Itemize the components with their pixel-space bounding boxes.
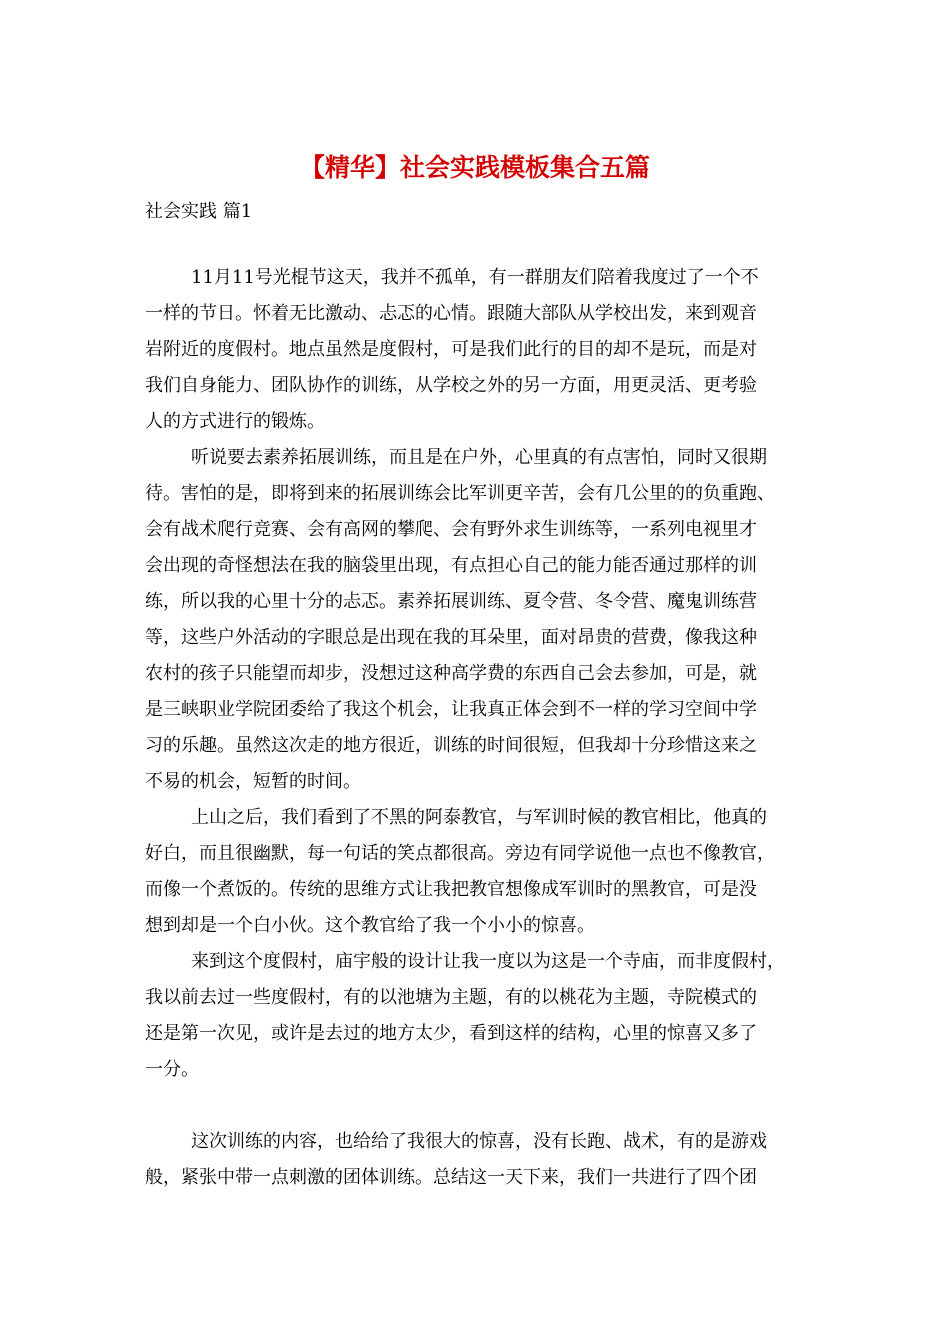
paragraph-line: 会出现的奇怪想法在我的脑袋里出现，有点担心自己的能力能否通过那样的训 xyxy=(145,555,757,576)
paragraph-line: 这次训练的内容，也给给了我很大的惊喜，没有长跑、战术，有的是游戏 xyxy=(191,1131,767,1152)
paragraph-line: 上山之后，我们看到了不黑的阿泰教官，与军训时候的教官相比，他真的 xyxy=(191,807,767,828)
document-title: 【精华】社会实践模板集合五篇 xyxy=(299,153,650,182)
paragraph-line: 人的方式进行的锻炼。 xyxy=(145,411,325,432)
paragraph-line: 来到这个度假村，庙宇般的设计让我一度以为这是一个寺庙，而非度假村， xyxy=(191,951,785,972)
paragraph-line: 等，这些户外活动的字眼总是出现在我的耳朵里，面对昂贵的营费，像我这种 xyxy=(145,627,757,648)
paragraph-line: 好白，而且很幽默，每一句话的笑点都很高。旁边有同学说他一点也不像教官， xyxy=(145,843,775,864)
paragraph-line: 听说要去素养拓展训练，而且是在户外，心里真的有点害怕，同时又很期 xyxy=(191,447,767,468)
paragraph-line: 我以前去过一些度假村，有的以池塘为主题，有的以桃花为主题，寺院模式的 xyxy=(145,987,757,1008)
section-heading: 社会实践 篇1 xyxy=(145,201,253,222)
paragraph-line: 想到却是一个白小伙。这个教官给了我一个小小的惊喜。 xyxy=(145,915,595,936)
paragraph-line: 一分。 xyxy=(145,1059,199,1080)
paragraph-line: 不易的机会，短暂的时间。 xyxy=(145,771,361,792)
paragraph-line: 农村的孩子只能望而却步，没想过这种高学费的东西自己会去参加，可是，就 xyxy=(145,663,757,684)
paragraph-line: 岩附近的度假村。地点虽然是度假村，可是我们此行的目的却不是玩，而是对 xyxy=(145,339,757,360)
paragraph-line: 待。害怕的是，即将到来的拓展训练会比军训更辛苦，会有几公里的的负重跑、 xyxy=(145,483,775,504)
paragraph-line: 习的乐趣。虽然这次走的地方很近，训练的时间很短，但我却十分珍惜这来之 xyxy=(145,735,757,756)
paragraph-line: 11月11号光棍节这天，我并不孤单，有一群朋友们陪着我度过了一个不 xyxy=(191,267,759,288)
paragraph-line: 而像一个煮饭的。传统的思维方式让我把教官想像成军训时的黑教官，可是没 xyxy=(145,879,757,900)
paragraph-line: 一样的节日。怀着无比激动、忐忑的心情。跟随大部队从学校出发，来到观音 xyxy=(145,303,757,324)
paragraph-line: 我们自身能力、团队协作的训练，从学校之外的另一方面，用更灵活、更考验 xyxy=(145,375,757,396)
paragraph-line: 是三峡职业学院团委给了我这个机会，让我真正体会到不一样的学习空间中学 xyxy=(145,699,757,720)
paragraph-line: 会有战术爬行竞赛、会有高网的攀爬、会有野外求生训练等，一系列电视里才 xyxy=(145,519,757,540)
paragraph-line: 还是第一次见，或许是去过的地方太少，看到这样的结构，心里的惊喜又多了 xyxy=(145,1023,757,1044)
paragraph-line: 练，所以我的心里十分的忐忑。素养拓展训练、夏令营、冬令营、魔鬼训练营 xyxy=(145,591,757,612)
paragraph-line: 般，紧张中带一点刺激的团体训练。总结这一天下来，我们一共进行了四个团 xyxy=(145,1167,757,1188)
